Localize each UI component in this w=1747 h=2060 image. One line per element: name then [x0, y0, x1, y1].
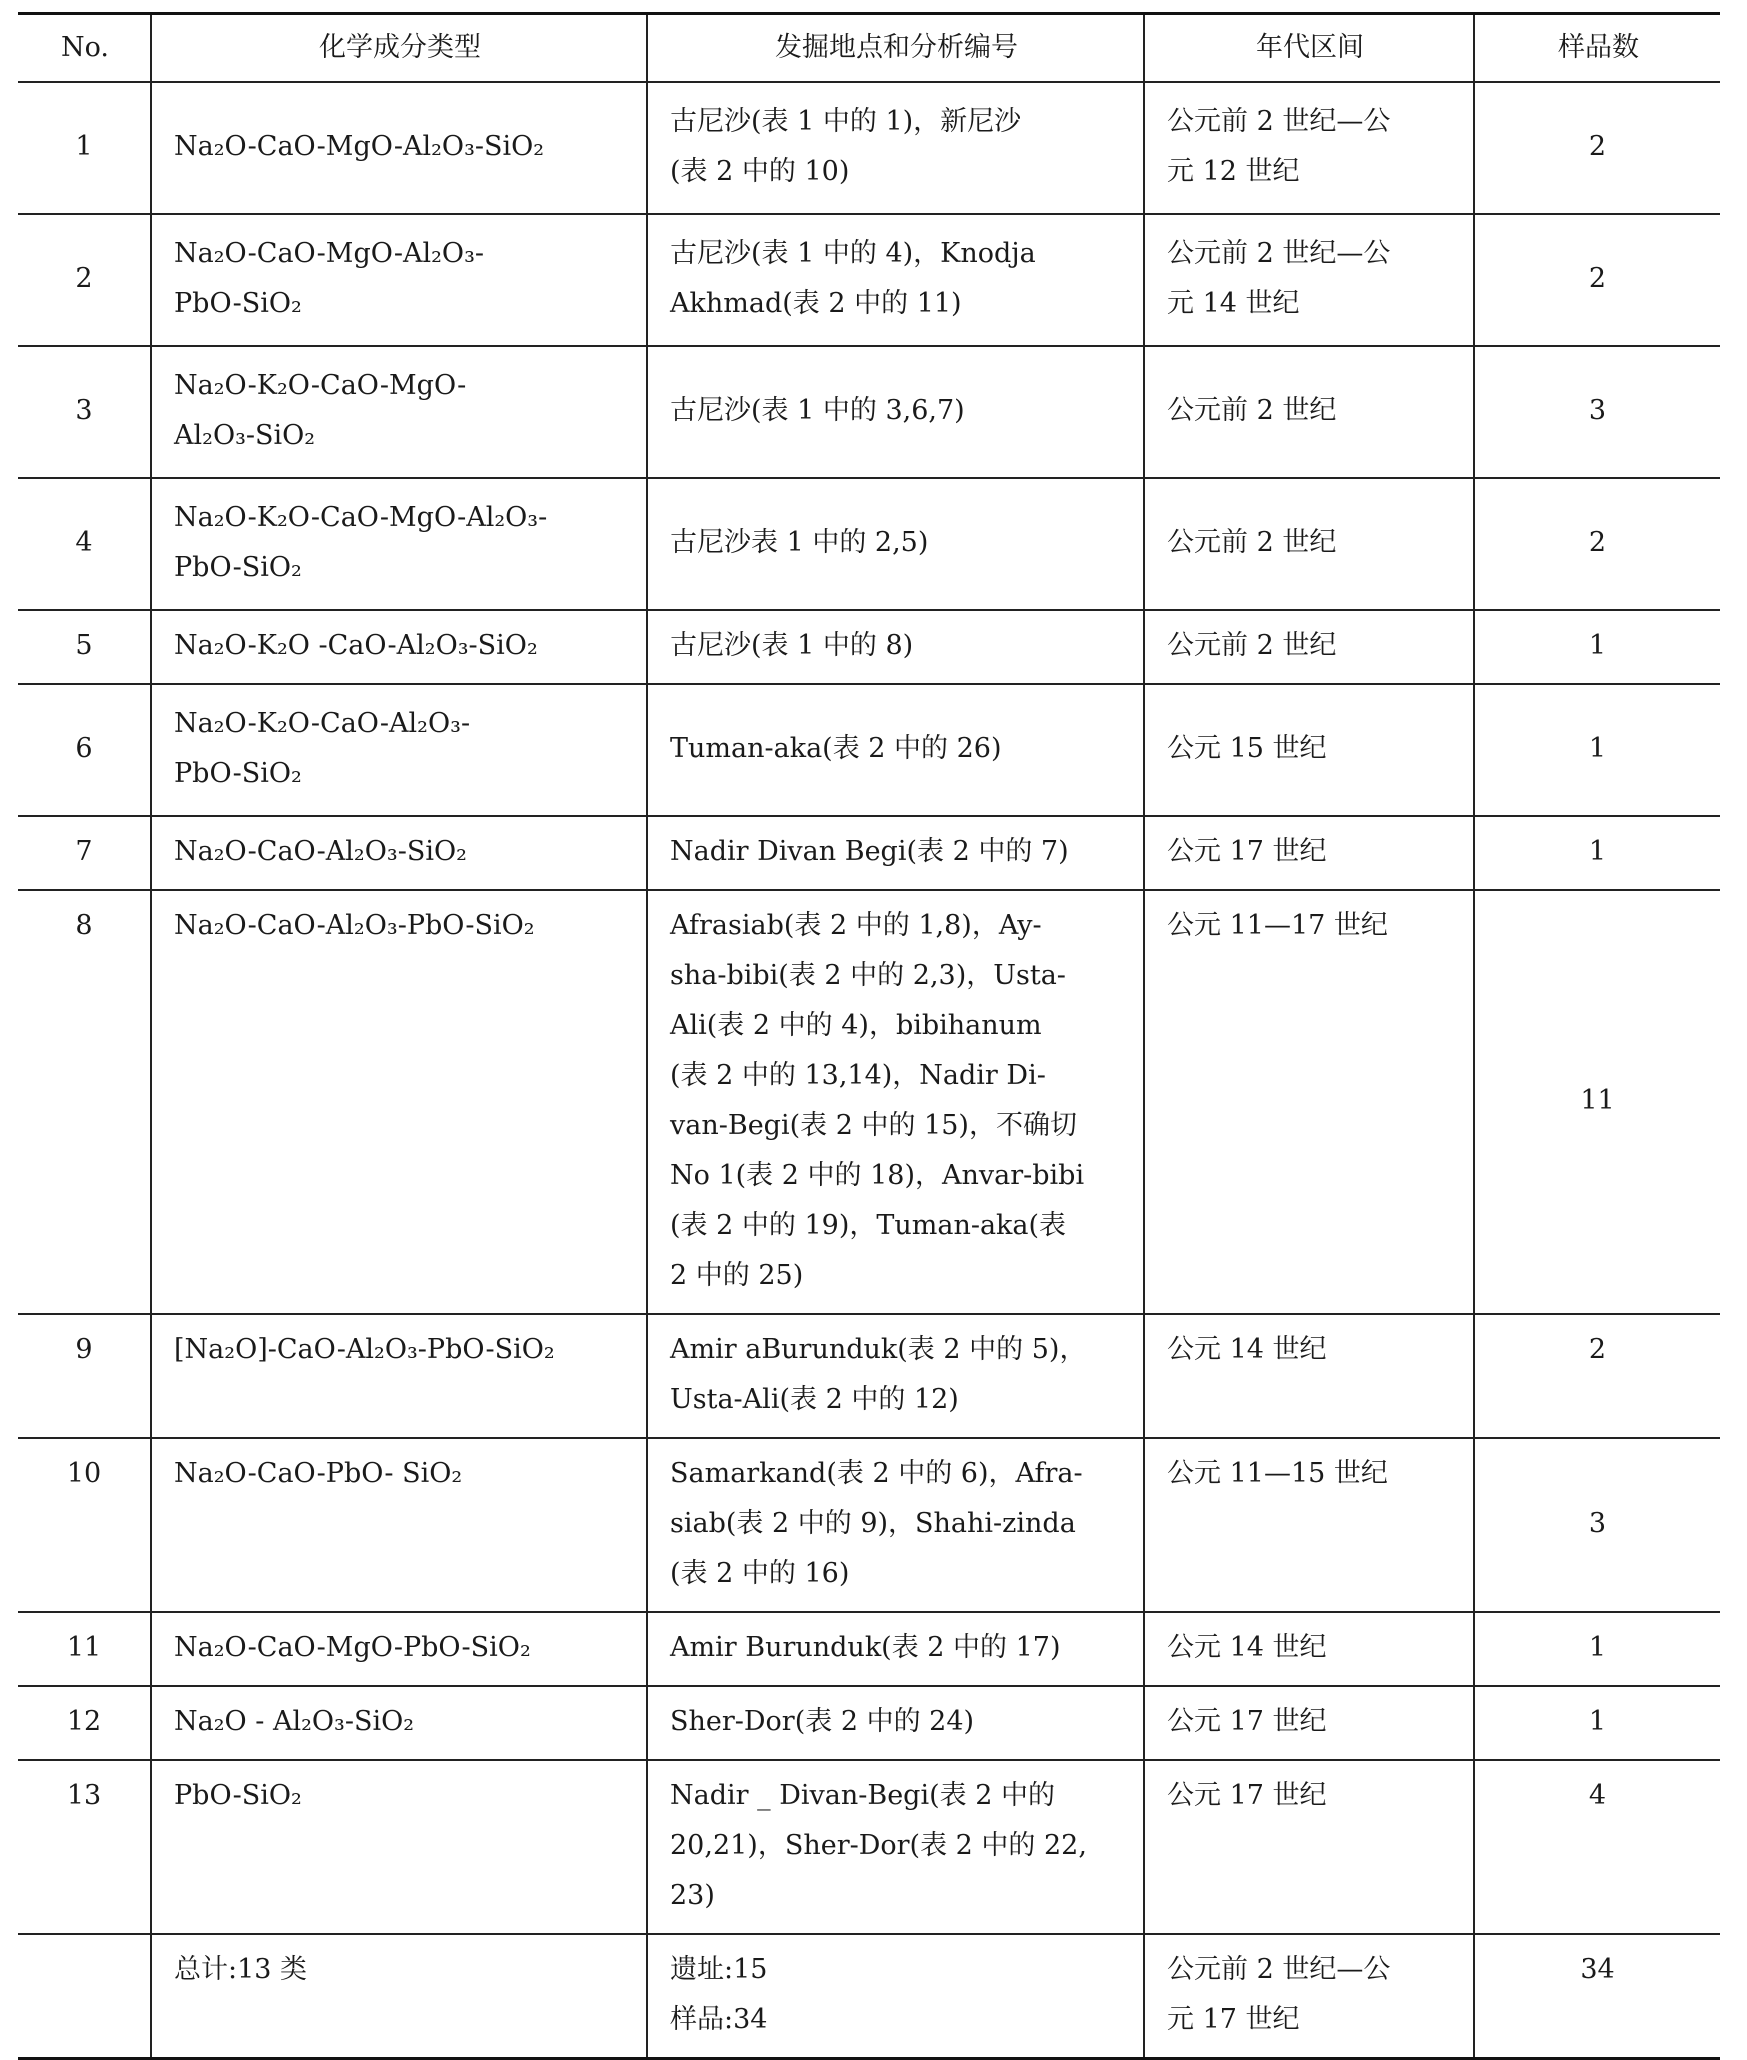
cell-period: [1144, 346, 1474, 478]
cell-period: [1144, 1934, 1474, 2059]
site-line: 古尼沙(表 1 中的 8): [670, 630, 914, 661]
cell-period: [1144, 684, 1474, 816]
cell-period: [1144, 1612, 1474, 1686]
period-line: 公元前 2 世纪: [1167, 630, 1337, 661]
composition-line: Al₂O₃-SiO₂: [174, 420, 316, 451]
table-row: [18, 214, 1720, 346]
cell-site: [647, 214, 1144, 346]
composition-line: Na₂O-CaO-MgO-Al₂O₃-: [174, 238, 485, 269]
composition-line: PbO-SiO₂: [174, 288, 302, 319]
cell-composition: [151, 610, 647, 684]
cell-site: [647, 82, 1144, 214]
header-period: 年代区间: [1144, 14, 1474, 83]
cell-site: [647, 816, 1144, 890]
cell-site: [647, 1760, 1144, 1934]
composition-line: PbO-SiO₂: [174, 1780, 302, 1811]
cell-site: [647, 1934, 1144, 2059]
site-line: 古尼沙(表 1 中的 4)，Knodja: [670, 238, 1036, 269]
cell-site: [647, 1612, 1144, 1686]
cell-count: 1: [1474, 1686, 1720, 1760]
table-row: [18, 816, 1720, 890]
composition-line: Na₂O-K₂O -CaO-Al₂O₃-SiO₂: [174, 630, 538, 661]
composition-line: Na₂O-CaO-MgO-Al₂O₃-SiO₂: [174, 131, 545, 162]
cell-composition: [151, 684, 647, 816]
period-line: 公元 17 世纪: [1167, 1780, 1327, 1811]
cell-no: 2: [18, 214, 151, 346]
site-line: Amir Burunduk(表 2 中的 17): [670, 1632, 1061, 1663]
cell-period: [1144, 478, 1474, 610]
composition-line: Na₂O-K₂O-CaO-MgO-: [174, 370, 467, 401]
site-line: Tuman-aka(表 2 中的 26): [670, 733, 1002, 764]
cell-no: 4: [18, 478, 151, 610]
site-line: 2 中的 25): [670, 1260, 804, 1291]
cell-count: 3: [1474, 1438, 1720, 1612]
cell-no: [18, 1934, 151, 2059]
site-line: Sher-Dor(表 2 中的 24): [670, 1706, 975, 1737]
table-row: [18, 610, 1720, 684]
table-header: [18, 14, 1720, 83]
period-line: 公元 17 世纪: [1167, 1706, 1327, 1737]
site-line: (表 2 中的 19)，Tuman-aka(表: [670, 1210, 1067, 1241]
cell-composition: [151, 816, 647, 890]
header-site: 发掘地点和分析编号: [647, 14, 1144, 83]
site-line: (表 2 中的 13,14)，Nadir Di-: [670, 1060, 1046, 1091]
cell-site: [647, 346, 1144, 478]
composition-line: Na₂O-CaO-Al₂O₃-SiO₂: [174, 836, 467, 867]
period-line: 公元前 2 世纪—公: [1167, 238, 1391, 269]
cell-no: 12: [18, 1686, 151, 1760]
composition-line: [Na₂O]-CaO-Al₂O₃-PbO-SiO₂: [174, 1334, 555, 1365]
site-line: Usta-Ali(表 2 中的 12): [670, 1384, 959, 1415]
period-line: 公元前 2 世纪—公: [1167, 106, 1391, 137]
cell-site: [647, 1438, 1144, 1612]
cell-site: [647, 890, 1144, 1314]
cell-count: 1: [1474, 1612, 1720, 1686]
composition-line: Na₂O-K₂O-CaO-Al₂O₃-: [174, 708, 471, 739]
cell-composition: [151, 1686, 647, 1760]
cell-count: 2: [1474, 478, 1720, 610]
cell-composition: [151, 1612, 647, 1686]
cell-no: 6: [18, 684, 151, 816]
cell-no: 9: [18, 1314, 151, 1438]
cell-site: [647, 684, 1144, 816]
site-line: (表 2 中的 10): [670, 156, 850, 187]
cell-composition: [151, 478, 647, 610]
period-line: 公元 14 世纪: [1167, 1632, 1327, 1663]
site-line: Afrasiab(表 2 中的 1,8)，Ay-: [670, 910, 1042, 941]
cell-count: 1: [1474, 816, 1720, 890]
site-line: 样品:34: [670, 2004, 768, 2035]
composition-line: Na₂O-K₂O-CaO-MgO-Al₂O₃-: [174, 502, 548, 533]
period-line: 公元前 2 世纪—公: [1167, 1954, 1391, 1985]
period-line: 元 17 世纪: [1167, 2004, 1300, 2035]
table-row: [18, 684, 1720, 816]
cell-period: [1144, 1314, 1474, 1438]
table-row: [18, 346, 1720, 478]
cell-period: [1144, 610, 1474, 684]
cell-composition: [151, 890, 647, 1314]
site-line: 古尼沙(表 1 中的 1)，新尼沙: [670, 106, 1022, 137]
cell-site: [647, 610, 1144, 684]
table-row: [18, 478, 1720, 610]
period-line: 公元前 2 世纪: [1167, 527, 1337, 558]
header-no: No.: [18, 14, 151, 83]
site-line: (表 2 中的 16): [670, 1558, 850, 1589]
period-line: 公元前 2 世纪: [1167, 395, 1337, 426]
cell-count: 1: [1474, 610, 1720, 684]
site-line: sha-bibi(表 2 中的 2,3)，Usta-: [670, 960, 1066, 991]
cell-no: 1: [18, 82, 151, 214]
table-body: [18, 82, 1720, 2059]
composition-line: PbO-SiO₂: [174, 552, 302, 583]
site-line: Samarkand(表 2 中的 6)，Afra-: [670, 1458, 1083, 1489]
cell-count: 4: [1474, 1760, 1720, 1934]
cell-composition: [151, 1934, 647, 2059]
table-row: [18, 1612, 1720, 1686]
cell-no: 13: [18, 1760, 151, 1934]
period-line: 公元 11—15 世纪: [1167, 1458, 1388, 1489]
site-line: Ali(表 2 中的 4)，bibihanum: [670, 1010, 1042, 1041]
site-line: Akhmad(表 2 中的 11): [670, 288, 962, 319]
site-line: 遗址:15: [670, 1954, 768, 1985]
cell-count: 2: [1474, 214, 1720, 346]
cell-period: [1144, 1438, 1474, 1612]
cell-composition: [151, 1438, 647, 1612]
period-line: 元 14 世纪: [1167, 288, 1300, 319]
composition-line: PbO-SiO₂: [174, 758, 302, 789]
table-row: [18, 1438, 1720, 1612]
table-row: [18, 1760, 1720, 1934]
table-row: [18, 1314, 1720, 1438]
site-line: 古尼沙表 1 中的 2,5): [670, 527, 929, 558]
table-row: [18, 82, 1720, 214]
table-row: [18, 890, 1720, 1314]
cell-period: [1144, 816, 1474, 890]
cell-site: [647, 478, 1144, 610]
period-line: 公元 11—17 世纪: [1167, 910, 1388, 941]
cell-site: [647, 1686, 1144, 1760]
header-row: [18, 14, 1720, 83]
cell-composition: [151, 346, 647, 478]
cell-count: 1: [1474, 684, 1720, 816]
period-line: 公元 17 世纪: [1167, 836, 1327, 867]
site-line: 23): [670, 1880, 715, 1911]
site-line: van-Begi(表 2 中的 15)，不确切: [670, 1110, 1077, 1141]
site-line: 古尼沙(表 1 中的 3,6,7): [670, 395, 965, 426]
cell-period: [1144, 1760, 1474, 1934]
cell-no: 11: [18, 1612, 151, 1686]
cell-no: 5: [18, 610, 151, 684]
site-line: Nadir _ Divan-Begi(表 2 中的: [670, 1780, 1055, 1811]
composition-line: 总计:13 类: [174, 1954, 308, 1985]
site-line: Nadir Divan Begi(表 2 中的 7): [670, 836, 1069, 867]
composition-line: Na₂O-CaO-Al₂O₃-PbO-SiO₂: [174, 910, 535, 941]
site-line: No 1(表 2 中的 18)，Anvar-bibi: [670, 1160, 1085, 1191]
cell-count: 2: [1474, 82, 1720, 214]
cell-composition: [151, 1314, 647, 1438]
cell-no: 8: [18, 890, 151, 1314]
cell-count: 34: [1474, 1934, 1720, 2059]
cell-site: [647, 1314, 1144, 1438]
composition-line: Na₂O - Al₂O₃-SiO₂: [174, 1706, 415, 1737]
cell-period: [1144, 82, 1474, 214]
composition-line: Na₂O-CaO-MgO-PbO-SiO₂: [174, 1632, 531, 1663]
cell-count: 11: [1474, 890, 1720, 1314]
site-line: siab(表 2 中的 9)，Shahi-zinda: [670, 1508, 1076, 1539]
site-line: 20,21)，Sher-Dor(表 2 中的 22,: [670, 1830, 1087, 1861]
cell-period: [1144, 214, 1474, 346]
site-line: Amir aBurunduk(表 2 中的 5)，: [670, 1334, 1087, 1365]
cell-period: [1144, 1686, 1474, 1760]
cell-composition: [151, 1760, 647, 1934]
table-row: [18, 1934, 1720, 2059]
cell-no: 3: [18, 346, 151, 478]
cell-period: [1144, 890, 1474, 1314]
period-line: 元 12 世纪: [1167, 156, 1300, 187]
cell-no: 7: [18, 816, 151, 890]
composition-table: [18, 12, 1720, 2060]
table-row: [18, 1686, 1720, 1760]
composition-line: Na₂O-CaO-PbO- SiO₂: [174, 1458, 463, 1489]
cell-composition: [151, 214, 647, 346]
header-composition: 化学成分类型: [151, 14, 647, 83]
cell-count: 3: [1474, 346, 1720, 478]
cell-composition: [151, 82, 647, 214]
cell-no: 10: [18, 1438, 151, 1612]
cell-count: 2: [1474, 1314, 1720, 1438]
period-line: 公元 15 世纪: [1167, 733, 1327, 764]
header-count: 样品数: [1474, 14, 1720, 83]
period-line: 公元 14 世纪: [1167, 1334, 1327, 1365]
